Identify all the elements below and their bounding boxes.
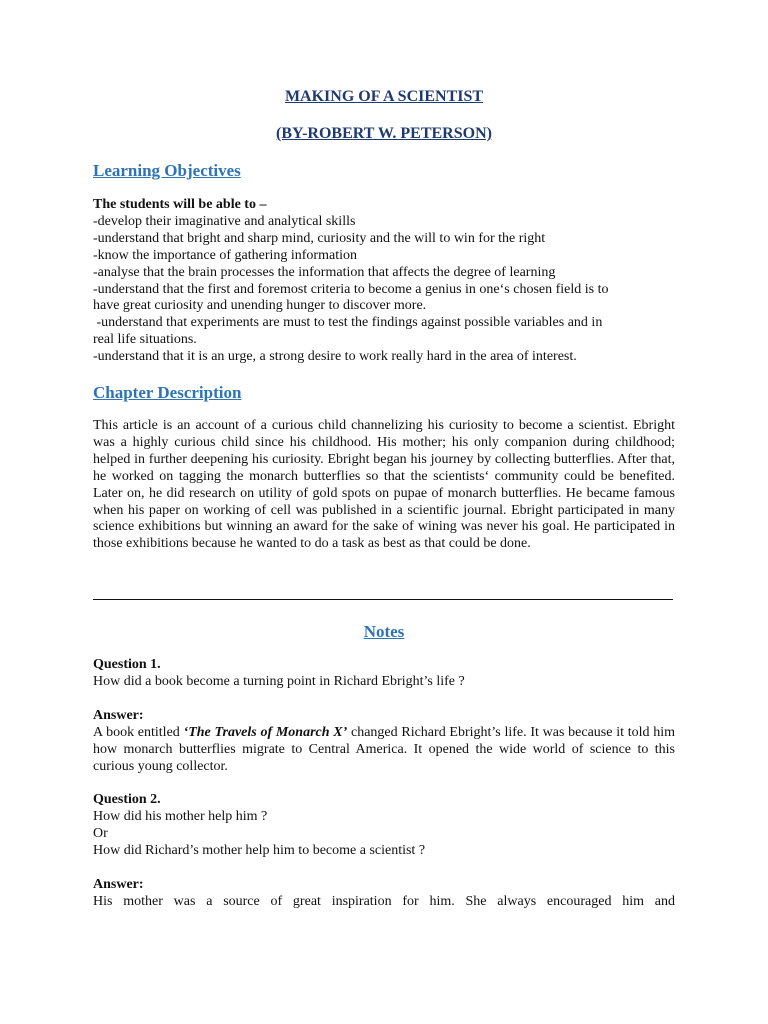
objective-line: -develop their imaginative and analytical skills <box>93 213 356 229</box>
objective-line: -understand that experiments are must to test the findings against possible variables and in <box>93 315 603 331</box>
answer-1-post: changed Richard Ebright’s life. It was because it told him how monarch butterflies migrate to Central America. It opened the wide world of science to this curious young collector. <box>93 724 675 774</box>
learning-objectives-heading: Learning Objectives <box>93 161 241 180</box>
question-2-or: Or <box>93 825 108 841</box>
answer-2-label: Answer: <box>93 877 144 892</box>
objective-line: -understand that bright and sharp mind, curiosity and the will to win for the right <box>93 230 546 246</box>
answer-1-text <box>93 725 675 776</box>
question-2-text: How did his mother help him ? <box>93 808 268 824</box>
objective-line: -know the importance of gathering information <box>93 247 357 263</box>
question-2-label: Question 2. <box>93 792 161 807</box>
question-2 <box>93 792 675 860</box>
chapter-description-text: This article is an account of a curious child channelizing his curiosity to become a scientist. Ebright was a highly curious child since his childhood. His mother; his only companion during childhood; helped in further deepening his curiosity. Ebright began his journey by collecting butterflies. After that, he worked on tagging the monarch butterflies so that the scientists‘ community could be benefited. Later on, he did research on utility of gold spots on pupae of monarch butterflies. He became famous when his paper on working of cell was published in a scientific journal. Ebright participated in many science exhibitions but winning an award for the sake of wining was never his goal. He participated in those exhibitions because he wanted to do a task as best as that could be done. <box>93 418 675 552</box>
learning-objectives-list <box>93 197 675 366</box>
answer-2-text: His mother was a source of great inspiration for him. She always encouraged him and <box>93 893 675 909</box>
objective-line: -analyse that the brain processes the information that affects the degree of learning <box>93 264 556 280</box>
objective-line: real life situations. <box>93 332 197 348</box>
question-1-text: How did a book become a turning point in Richard Ebright’s life ? <box>93 673 465 689</box>
question-2-alt-text: How did Richard’s mother help him to become a scientist ? <box>93 842 426 858</box>
book-title: ‘The Travels of Monarch X’ <box>183 724 348 740</box>
objective-line: -understand that the first and foremost criteria to become a genius in one‘s chosen field is to <box>93 281 609 297</box>
objective-line: -understand that it is an urge, a strong desire to work really hard in the area of interest. <box>93 349 577 365</box>
question-1-label: Question 1. <box>93 657 161 672</box>
answer-2 <box>93 877 675 911</box>
document-title: MAKING OF A SCIENTIST <box>284 88 484 105</box>
answer-1 <box>93 708 675 776</box>
chapter-description-heading: Chapter Description <box>93 383 242 402</box>
answer-1-pre: A book entitled <box>93 724 184 740</box>
objective-line: have great curiosity and unending hunger to discover more. <box>93 298 427 314</box>
document-byline: (BY-ROBERT W. PETERSON) <box>276 125 492 142</box>
objectives-intro: The students will be able to – <box>93 197 267 212</box>
section-divider <box>93 599 673 600</box>
notes-heading: Notes <box>363 622 405 641</box>
answer-1-label: Answer: <box>93 708 144 723</box>
question-1 <box>93 657 675 691</box>
